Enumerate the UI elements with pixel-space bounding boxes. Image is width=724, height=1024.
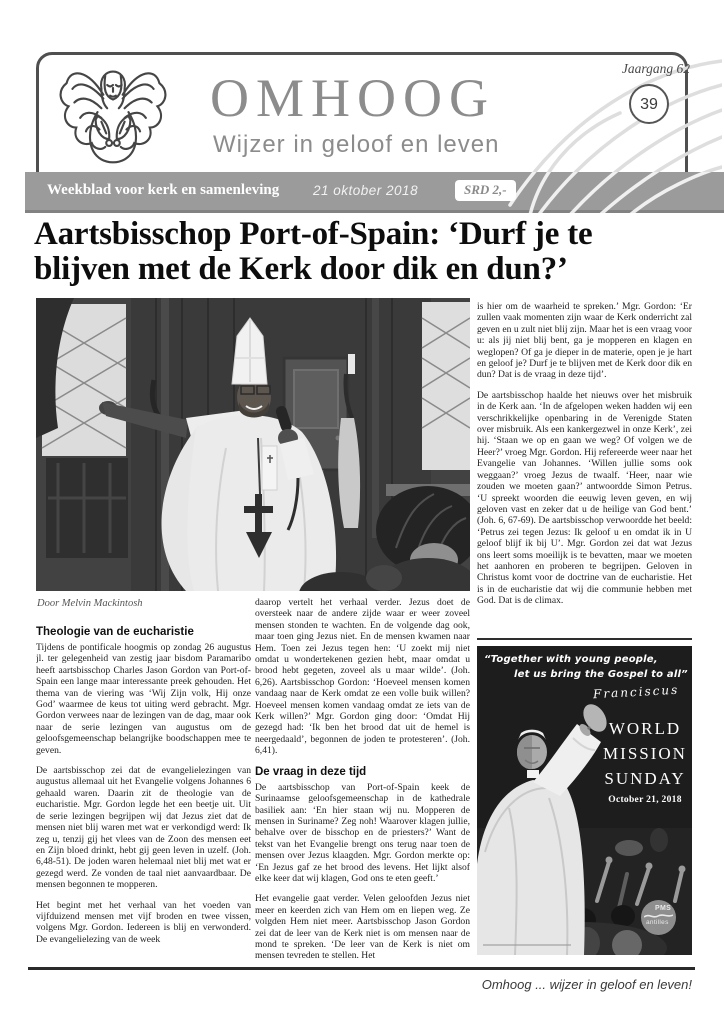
body-paragraph: Tijdens de pontificale hoogmis op zondag 26 augustus jl. ter gelegenheid van zestig jaar bisdom Paramaribo heeft aartsbisschop Charles Jason Gordon van Port-of-Spain een lange maar interessante preek gehouden. Het thema van de viering was ‘Wij Zijn volk, Hij onze God’ waarmee de keus tot uiting werd gebracht. Mgr. Gordon verwees naar de lezingen van de dag, maar ook naar de serie lezingen van augustus om de geloofsgemeenschap belangrijke boodschappen mee te geven. [36,642,251,756]
poster-date: October 21, 2018 [608,795,682,805]
footer-rule [28,967,695,970]
poster-quote-line1: “Together with young people, [484,654,658,665]
column-left [36,626,251,966]
body-paragraph: daarop vertelt het verhaal verder. Jezus doet de oversteek naar de andere zijde waar er weer zoveel mensen stonden te wachten. En de volgende dag ook, maar toen ging Jezus niet. En de mensen kwamen naar Hem. Toen zei Jezus tegen hen: ‘U zoekt mij niet omdat u wondertekenen gezien hebt, maar omdat u brood hebt gegeten, zoveel als u maar wilde’. (Joh. 6,26). Aartsbisschop Gordon: ‘Hoeveel mensen komen vandaag naar de Kerk omdat ze een volle buik willen? Hoeveel mensen komen vandaag omdat ze iets van de Kerk willen?’ Mgr. Gordon ging door: ‘Omdat Hij gezegd had: ‘Ik ben het brood dat uit de hemel is neergedaald’, begonnen de joden te protesteren’. (Joh. 6,41). [255,597,470,757]
left-wing [61,73,106,149]
issue-date: 21 oktober 2018 [313,183,419,198]
wings-watermark-on-bar-icon [500,172,724,213]
poster-tiny-credit [483,944,571,946]
poster-separator-rule [477,638,692,640]
logo-text-top: PMS [655,905,672,912]
left-window [36,298,126,456]
body-paragraph: De aartsbisschop zei dat de evangelielezingen van augustus allemaal uit het Evangelie volgens Johannes 6 gehaald waren. Daarin zit de theologie van de eucharistie. Mgr. Gordon legde het een beetje uit. Uit de serie lezingen begrijpen wij dat Jezus ziet dat de mensen niet blij waren met wat er verkondigd werd: Ik zeg u, tenzij gij het vlees van de Zoon des mensen eet en Zijn bloed drinkt, hebt gij geen leven in uzelf. (Joh. 6,48-51). De joden waren helemaal niet blij met wat er gezegd werd. Ze vonden de taal niet aanvaardbaar. De mensen begonnen te mopperen. [36,765,251,891]
issue-number-badge: 39 [629,84,669,124]
publication-subtitle: Wijzer in geloof en leven [213,131,500,158]
pms-antilles-logo [641,900,676,935]
body-paragraph: De aartsbisschop van Port-of-Spain keek de Surinaamse geloofsgemeenschap in de kathedrale basiliek aan: ‘En hier staan wij nu. Mopperen de mensen in Suriname? Zeg noh! Waarover klagen jullie, behalve over de bisschop en de priesters?’ Want de tekst van het Evangelie brengt ons terug naar toen de mensen over Jezus klaagden. Mgr. Gordon merkte op: ‘En Jezus gaf ze het brood des levens. Het lijkt alsof elke keer dat wij klagen, God ons te eten geeft.’ [255,781,470,884]
pope-signature: Franciscus [592,682,680,702]
weekly-tagline: Weekblad voor kerk en samenleving [47,182,280,198]
body-paragraph: De aartsbisschop haalde het nieuws over het misbruik in de Kerk aan. ‘In de afgelopen weken hadden wij een verschrikkelijke openbaring in de Verenigde Staten over misbruik. Als een kankergezwel in onze Kerk’, zei hij. ‘Staan we op en gaan we weg? Of volgen we de Heer?’ vroeg Mgr. Gordon. Hij refereerde weer naar het Evangelie van Johannes. ‘Willen jullie soms ook weggaan?’ vroeg Jezus de twaalf. ‘Heer, naar wie zouden we moeten gaan?’ antwoordde Simon Petrus. ‘U spreekt woorden die eeuwig leven geven, en wij geloven vast en zeker dat u de heilige van God bent.’ (Joh. 6, 67-69). De aartsbisschop verwoordde het beeld: ‘Petrus zei tegen Jezus: Ik geloof u en omdat ik in U geloof blijf ik bij U’. Mgr. Gordon zei dat wat Jezus ons leert soms moeilijk is te bevatten, maar we moeten het aanhoren en proberen te begrijpen. Geloven in Christus komt voor de doctrine van de eucharistie. Het is in de eucharistie dat wij die communie hebben met God. Dat is de climax. [477,389,692,607]
chairs [46,458,128,558]
body-paragraph: Het begint met het verhaal van het voeden van vijfduizend mensen met vijf broden en twee vissen, volgens Mgr. Gordon. Iedereen is blij en verwonderd. De evangelielezing van de week [36,899,251,945]
main-headline: Aartsbisschop Port-of-Spain: ‘Durf je te blijven met de Kerk door dik en dun?’ [34,216,593,287]
photo-credit: Door Melvin Mackintosh [37,598,143,609]
poster-title-block [603,716,687,805]
body-paragraph: Het evangelie gaat verder. Velen geloofden Jezus niet meer en keerden zich van Hem om en liepen weg. Ze volgden Hem niet meer. Aartsbisschop Jason Gordon zei dat de leer van de Kerk niet is om mensen naar de mond te spreken. ‘De leer van de Kerk is niet om mensen tevreden te stellen. Het [255,893,470,962]
poster-quote-line2: let us bring the Gospel to all” [514,669,688,680]
section-heading: Theologie van de eucharistie [36,626,194,638]
angel-logo-icon [55,58,171,172]
world-mission-sunday-poster [477,646,692,955]
publication-title: OMHOOG [210,68,495,128]
section-heading: De vraag in deze tijd [255,765,367,778]
body-paragraph: is hier om de waarheid te spreken.’ Mgr. Gordon: ‘Er zullen vaak momenten zijn waar de Kerk onderricht zal geven en u zult niet blij zijn. Maar het is een vraag voor u: als jij niet blij bent, ga je mopperen en klagen en weglopen? Of ga je dieper in de materie, open je je hart en geloof je? Durf je te blijven met de Kerk door dik en dun? Dat is de vraag in deze tijd’. [477,301,692,381]
logo-text-bottom: antilles [646,919,669,926]
column-middle [255,597,470,965]
footer-slogan: Omhoog ... wijzer in geloof en leven! [481,977,692,992]
poster-title-word: MISSION [603,744,687,763]
archbishop-photo [36,298,470,591]
poster-title-word: WORLD [608,719,682,738]
poster-title-word: SUNDAY [604,769,686,788]
volume-label: Jaargang 62 [621,61,690,76]
column-right [477,301,692,635]
price-badge: SRD 2,- [455,180,516,201]
right-wing [121,73,166,149]
